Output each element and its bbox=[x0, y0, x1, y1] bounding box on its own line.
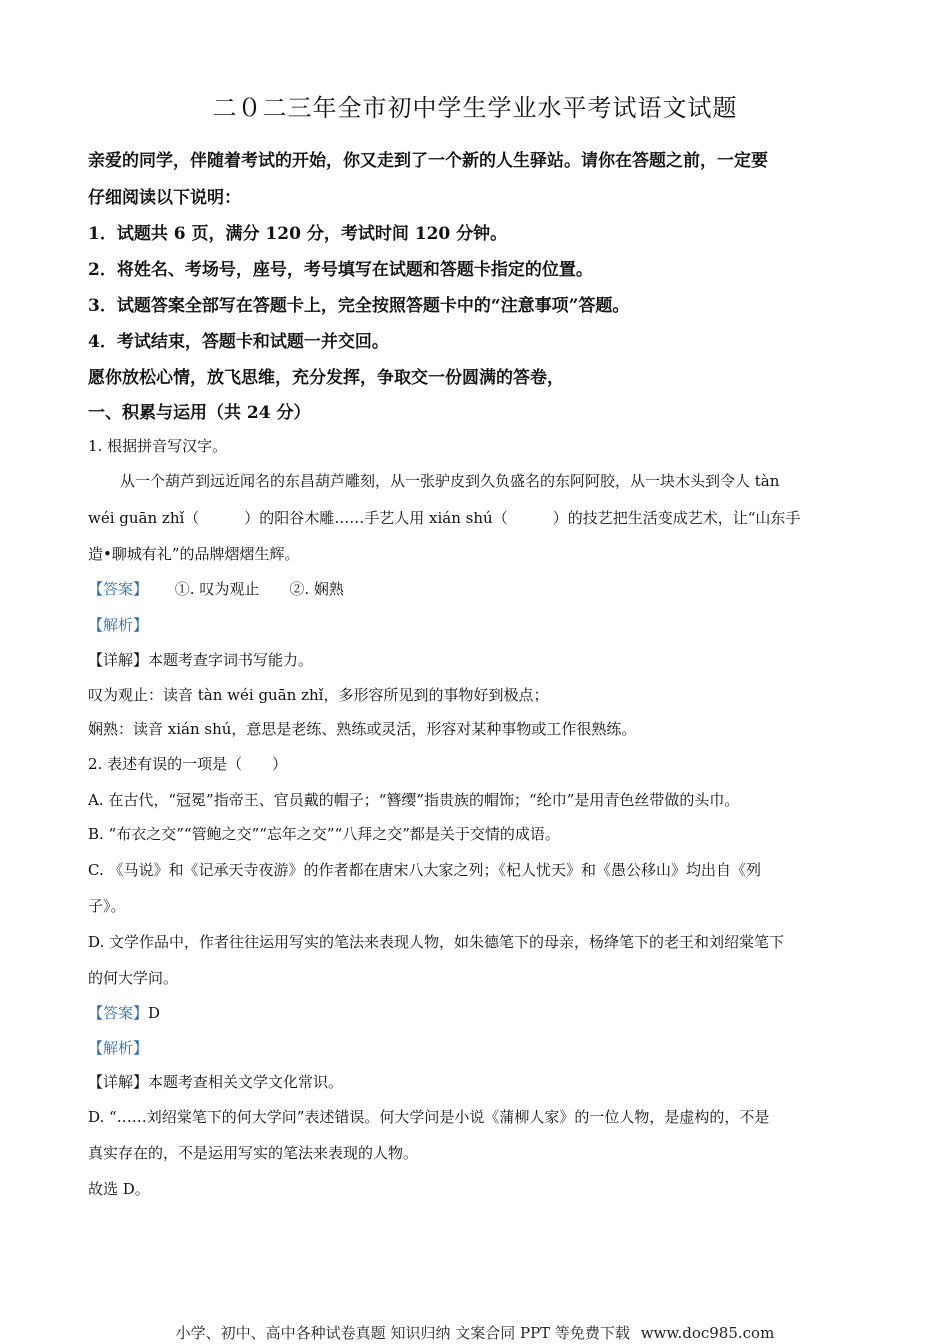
q2-option-c-line-2: 子》。 bbox=[88, 897, 126, 915]
q2-answer-text: D bbox=[148, 1004, 161, 1022]
q2-analysis-tag: 【解析】 bbox=[88, 1039, 149, 1057]
q2-option-a: A. 在古代，“冠冕”指帝王、官员戴的帽子；“簪缨”指贵族的帽饰；“纶巾”是用青色丝带做的头巾。 bbox=[88, 791, 740, 809]
rule-3: 3．试题答案全部写在答题卡上，完全按照答题卡中的“注意事项”答题。 bbox=[88, 296, 630, 316]
q1-answer bbox=[88, 578, 344, 599]
q2-explain-1: D. “……刘绍棠笔下的何大学问”表述错误。何大学问是小说《蒲柳人家》的一位人物，是虚构的，不是 bbox=[88, 1108, 770, 1126]
footer-url[interactable]: www.doc985.com bbox=[640, 1324, 775, 1342]
page-title: 二０二三年全市初中学生学业水平考试语文试题 bbox=[212, 94, 738, 122]
section-heading: 一、积累与运用（共 24 分） bbox=[88, 403, 311, 423]
q1-detail-text: 本题考查字词书写能力。 bbox=[148, 651, 314, 669]
q1-answer-text: ①. 叹为观止 ②. 娴熟 bbox=[174, 580, 344, 598]
rule-4: 4．考试结束，答题卡和试题一并交回。 bbox=[88, 332, 389, 352]
footer-text: 小学、初中、高中各种试卷真题 知识归纳 文案合同 PPT 等免费下载 bbox=[175, 1324, 630, 1342]
intro-line-2: 仔细阅读以下说明： bbox=[88, 188, 241, 208]
q2-option-d-line-1: D. 文学作品中，作者往往运用写实的笔法来表现人物，如朱德笔下的母亲，杨绛笔下的老王和刘绍棠笔下 bbox=[88, 933, 785, 951]
q2-detail-text: 本题考查相关文学文化常识。 bbox=[148, 1073, 344, 1091]
answer-tag: 【答案】 bbox=[88, 1004, 149, 1022]
q2-option-c-line-1: C. 《马说》和《记承天寺夜游》的作者都在唐宋八大家之列；《杞人忧天》和《愚公移山》均出自《列 bbox=[88, 861, 761, 879]
q1-analysis-tag: 【解析】 bbox=[88, 616, 149, 634]
q1-explain-1: 叹为观止：读音 tàn wéi guān zhǐ，多形容所见到的事物好到极点； bbox=[88, 686, 549, 704]
intro-line-1: 亲爱的同学，伴随着考试的开始，你又走到了一个新的人生驿站。请你在答题之前，一定要 bbox=[88, 151, 768, 171]
q1-explain-2: 娴熟：读音 xián shú，意思是老练、熟练或灵活，形容对某种事物或工作很熟练。 bbox=[88, 720, 637, 738]
q2-stem: 2. 表述有误的一项是（ ） bbox=[88, 755, 288, 773]
q1-detail bbox=[88, 649, 313, 670]
q2-explain-2: 真实存在的，不是运用写实的笔法来表现的人物。 bbox=[88, 1144, 419, 1162]
detail-tag: 【详解】 bbox=[88, 1073, 149, 1091]
intro-wish: 愿你放松心情，放飞思维，充分发挥，争取交一份圆满的答卷， bbox=[88, 368, 564, 388]
rule-2: 2．将姓名、考场号，座号，考号填写在试题和答题卡指定的位置。 bbox=[88, 260, 593, 280]
q1-stem: 1. 根据拼音写汉字。 bbox=[88, 437, 228, 455]
q2-detail bbox=[88, 1071, 343, 1092]
q2-answer bbox=[88, 1002, 160, 1023]
detail-tag: 【详解】 bbox=[88, 651, 149, 669]
answer-tag: 【答案】 bbox=[88, 580, 149, 598]
page-footer bbox=[0, 1322, 950, 1343]
q1-passage-line-2: wéi guān zhǐ（ ）的阳谷木雕……手艺人用 xián shú（ ）的技艺把生活变成艺术，让“山东手 bbox=[88, 509, 801, 527]
q1-passage-line-3: 造•聊城有礼”的品牌熠熠生辉。 bbox=[88, 545, 300, 563]
q2-option-b: B. “布衣之交”“管鲍之交”“忘年之交”“八拜之交”都是关于交情的成语。 bbox=[88, 825, 560, 843]
q2-conclusion: 故选 D。 bbox=[88, 1180, 150, 1198]
q1-passage-line-1: 从一个葫芦到远近闻名的东昌葫芦雕刻，从一张驴皮到久负盛名的东阿阿胶，从一块木头到令人 tàn bbox=[120, 472, 780, 490]
q2-option-d-line-2: 的何大学问。 bbox=[88, 969, 179, 987]
rule-1: 1．试题共 6 页，满分 120 分，考试时间 120 分钟。 bbox=[88, 224, 508, 244]
